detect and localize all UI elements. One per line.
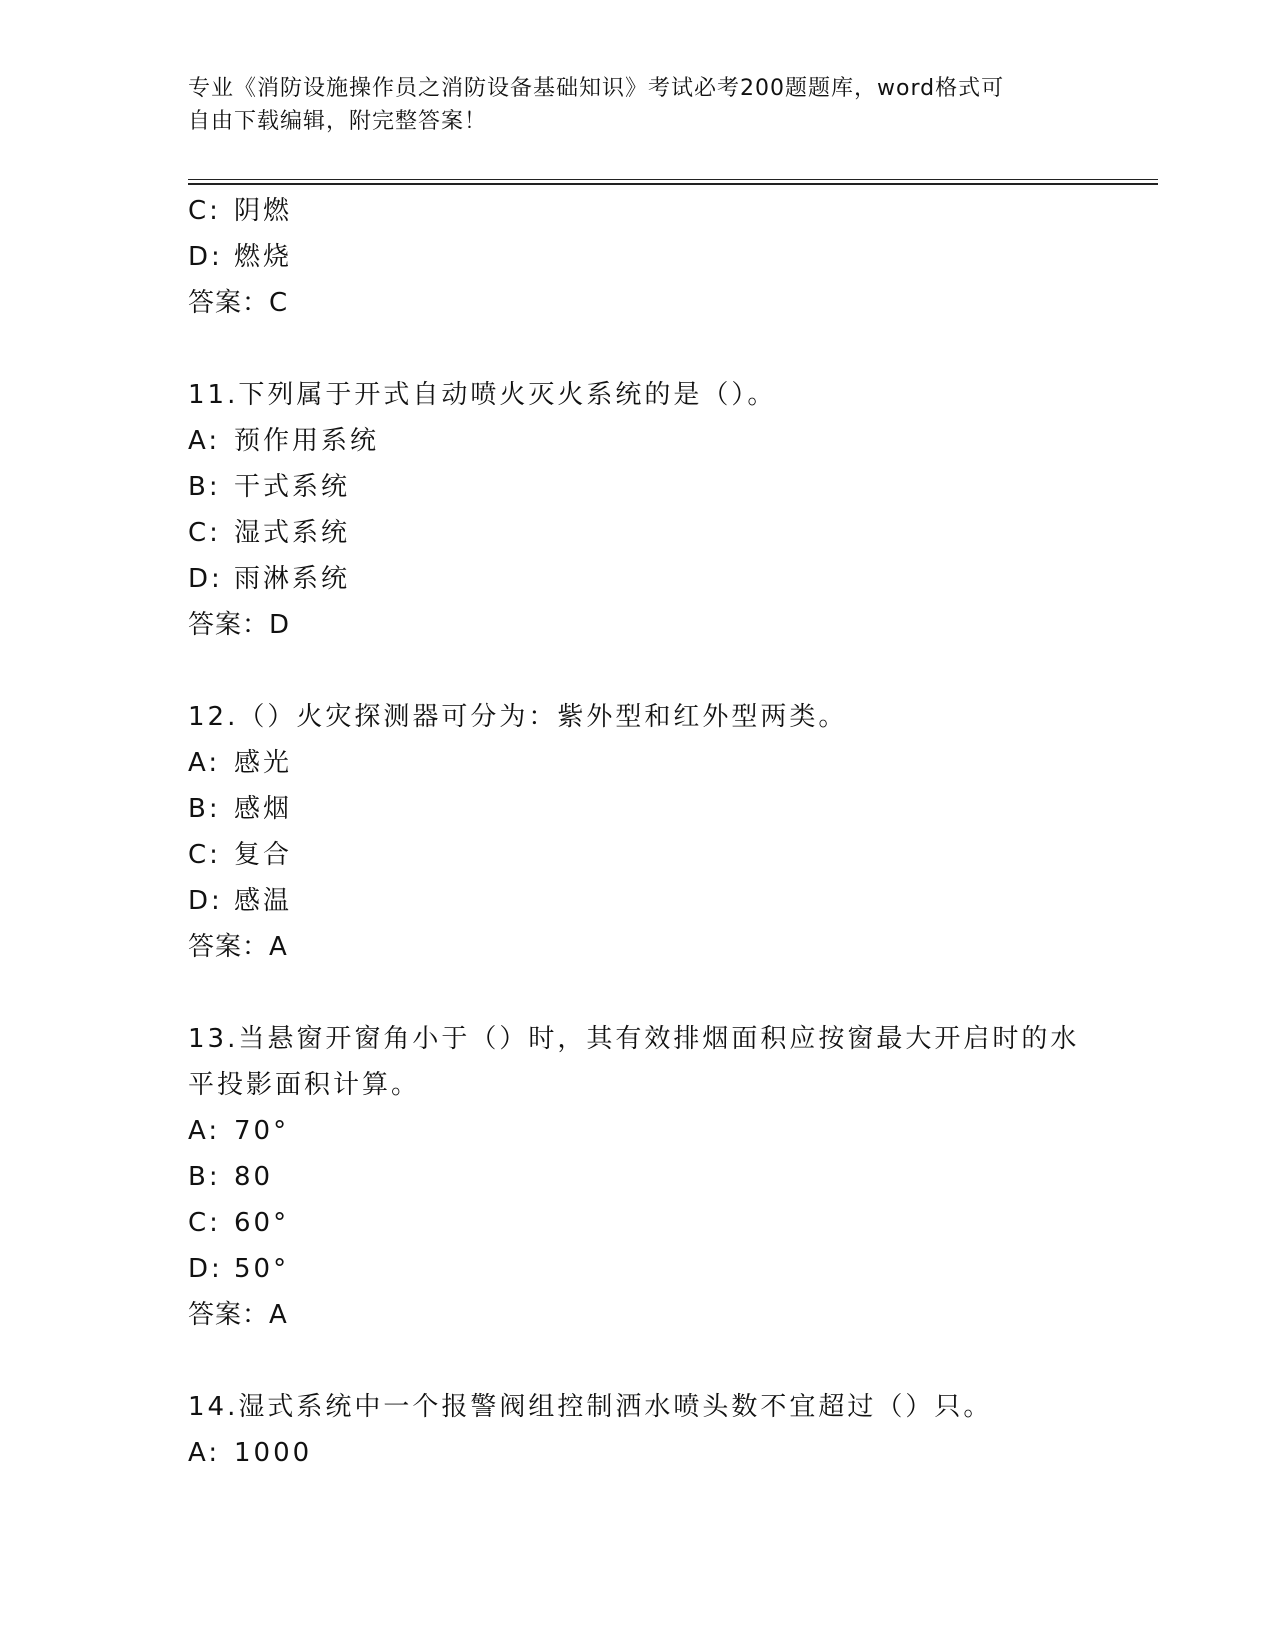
option-key: A: [188, 426, 221, 456]
question-stem: 14.湿式系统中一个报警阀组控制洒水喷头数不宜超过（）只。 [188, 1392, 993, 1422]
option-key: C: [188, 196, 221, 226]
option-text: 60° [234, 1208, 290, 1238]
option-line [188, 1200, 1088, 1246]
option-line [188, 188, 1088, 234]
option-text: 复合 [234, 840, 293, 870]
option-key: A: [188, 1438, 221, 1468]
option-text: 感烟 [234, 794, 293, 824]
option-line [188, 786, 1088, 832]
option-key: B: [188, 472, 221, 502]
option-key: B: [188, 1162, 221, 1192]
option-text: 70° [234, 1116, 290, 1146]
option-text: 80 [234, 1162, 274, 1192]
option-key: A: [188, 1116, 221, 1146]
option-line [188, 556, 1088, 602]
option-text: 感温 [234, 886, 293, 916]
question-stem: 13.当悬窗开窗角小于（）时，其有效排烟面积应按窗最大开启时的水平投影面积计算。 [188, 1024, 1080, 1100]
header-line-2: 自由下载编辑，附完整答案！ [188, 109, 488, 134]
question-stem: 11.下列属于开式自动喷火灭火系统的是（）。 [188, 380, 777, 410]
option-line [188, 464, 1088, 510]
option-key: D: [188, 886, 223, 916]
option-text: 预作用系统 [234, 426, 380, 456]
option-line [188, 1246, 1088, 1292]
header-divider-thick [188, 183, 1158, 185]
option-key: B: [188, 794, 221, 824]
option-key: D: [188, 242, 223, 272]
option-line [188, 832, 1088, 878]
answer-line: 答案：D [188, 610, 291, 640]
header-divider-thin [188, 179, 1158, 180]
document-header [188, 72, 1068, 138]
option-text: 50° [234, 1254, 290, 1284]
question-stem: 12.（）火灾探测器可分为：紫外型和红外型两类。 [188, 702, 848, 732]
option-line [188, 418, 1088, 464]
option-line [188, 740, 1088, 786]
answer-line: 答案：C [188, 288, 289, 318]
option-text: 阴燃 [234, 196, 293, 226]
question-list [188, 188, 1088, 1476]
option-text: 干式系统 [234, 472, 351, 502]
option-text: 雨淋系统 [234, 564, 351, 594]
option-line [188, 510, 1088, 556]
answer-line: 答案：A [188, 932, 288, 962]
option-text: 湿式系统 [234, 518, 351, 548]
option-key: D: [188, 1254, 223, 1284]
option-line [188, 234, 1088, 280]
option-text: 感光 [234, 748, 293, 778]
option-line [188, 878, 1088, 924]
answer-line: 答案：A [188, 1300, 288, 1330]
option-line [188, 1154, 1088, 1200]
option-key: C: [188, 1208, 221, 1238]
option-line [188, 1430, 1088, 1476]
option-key: C: [188, 840, 221, 870]
option-line [188, 1108, 1088, 1154]
header-line-1: 专业《消防设施操作员之消防设备基础知识》考试必考200题题库，word格式可 [188, 76, 1005, 101]
option-text: 燃烧 [234, 242, 293, 272]
option-key: A: [188, 748, 221, 778]
option-key: C: [188, 518, 221, 548]
option-key: D: [188, 564, 223, 594]
option-text: 1000 [234, 1438, 313, 1468]
